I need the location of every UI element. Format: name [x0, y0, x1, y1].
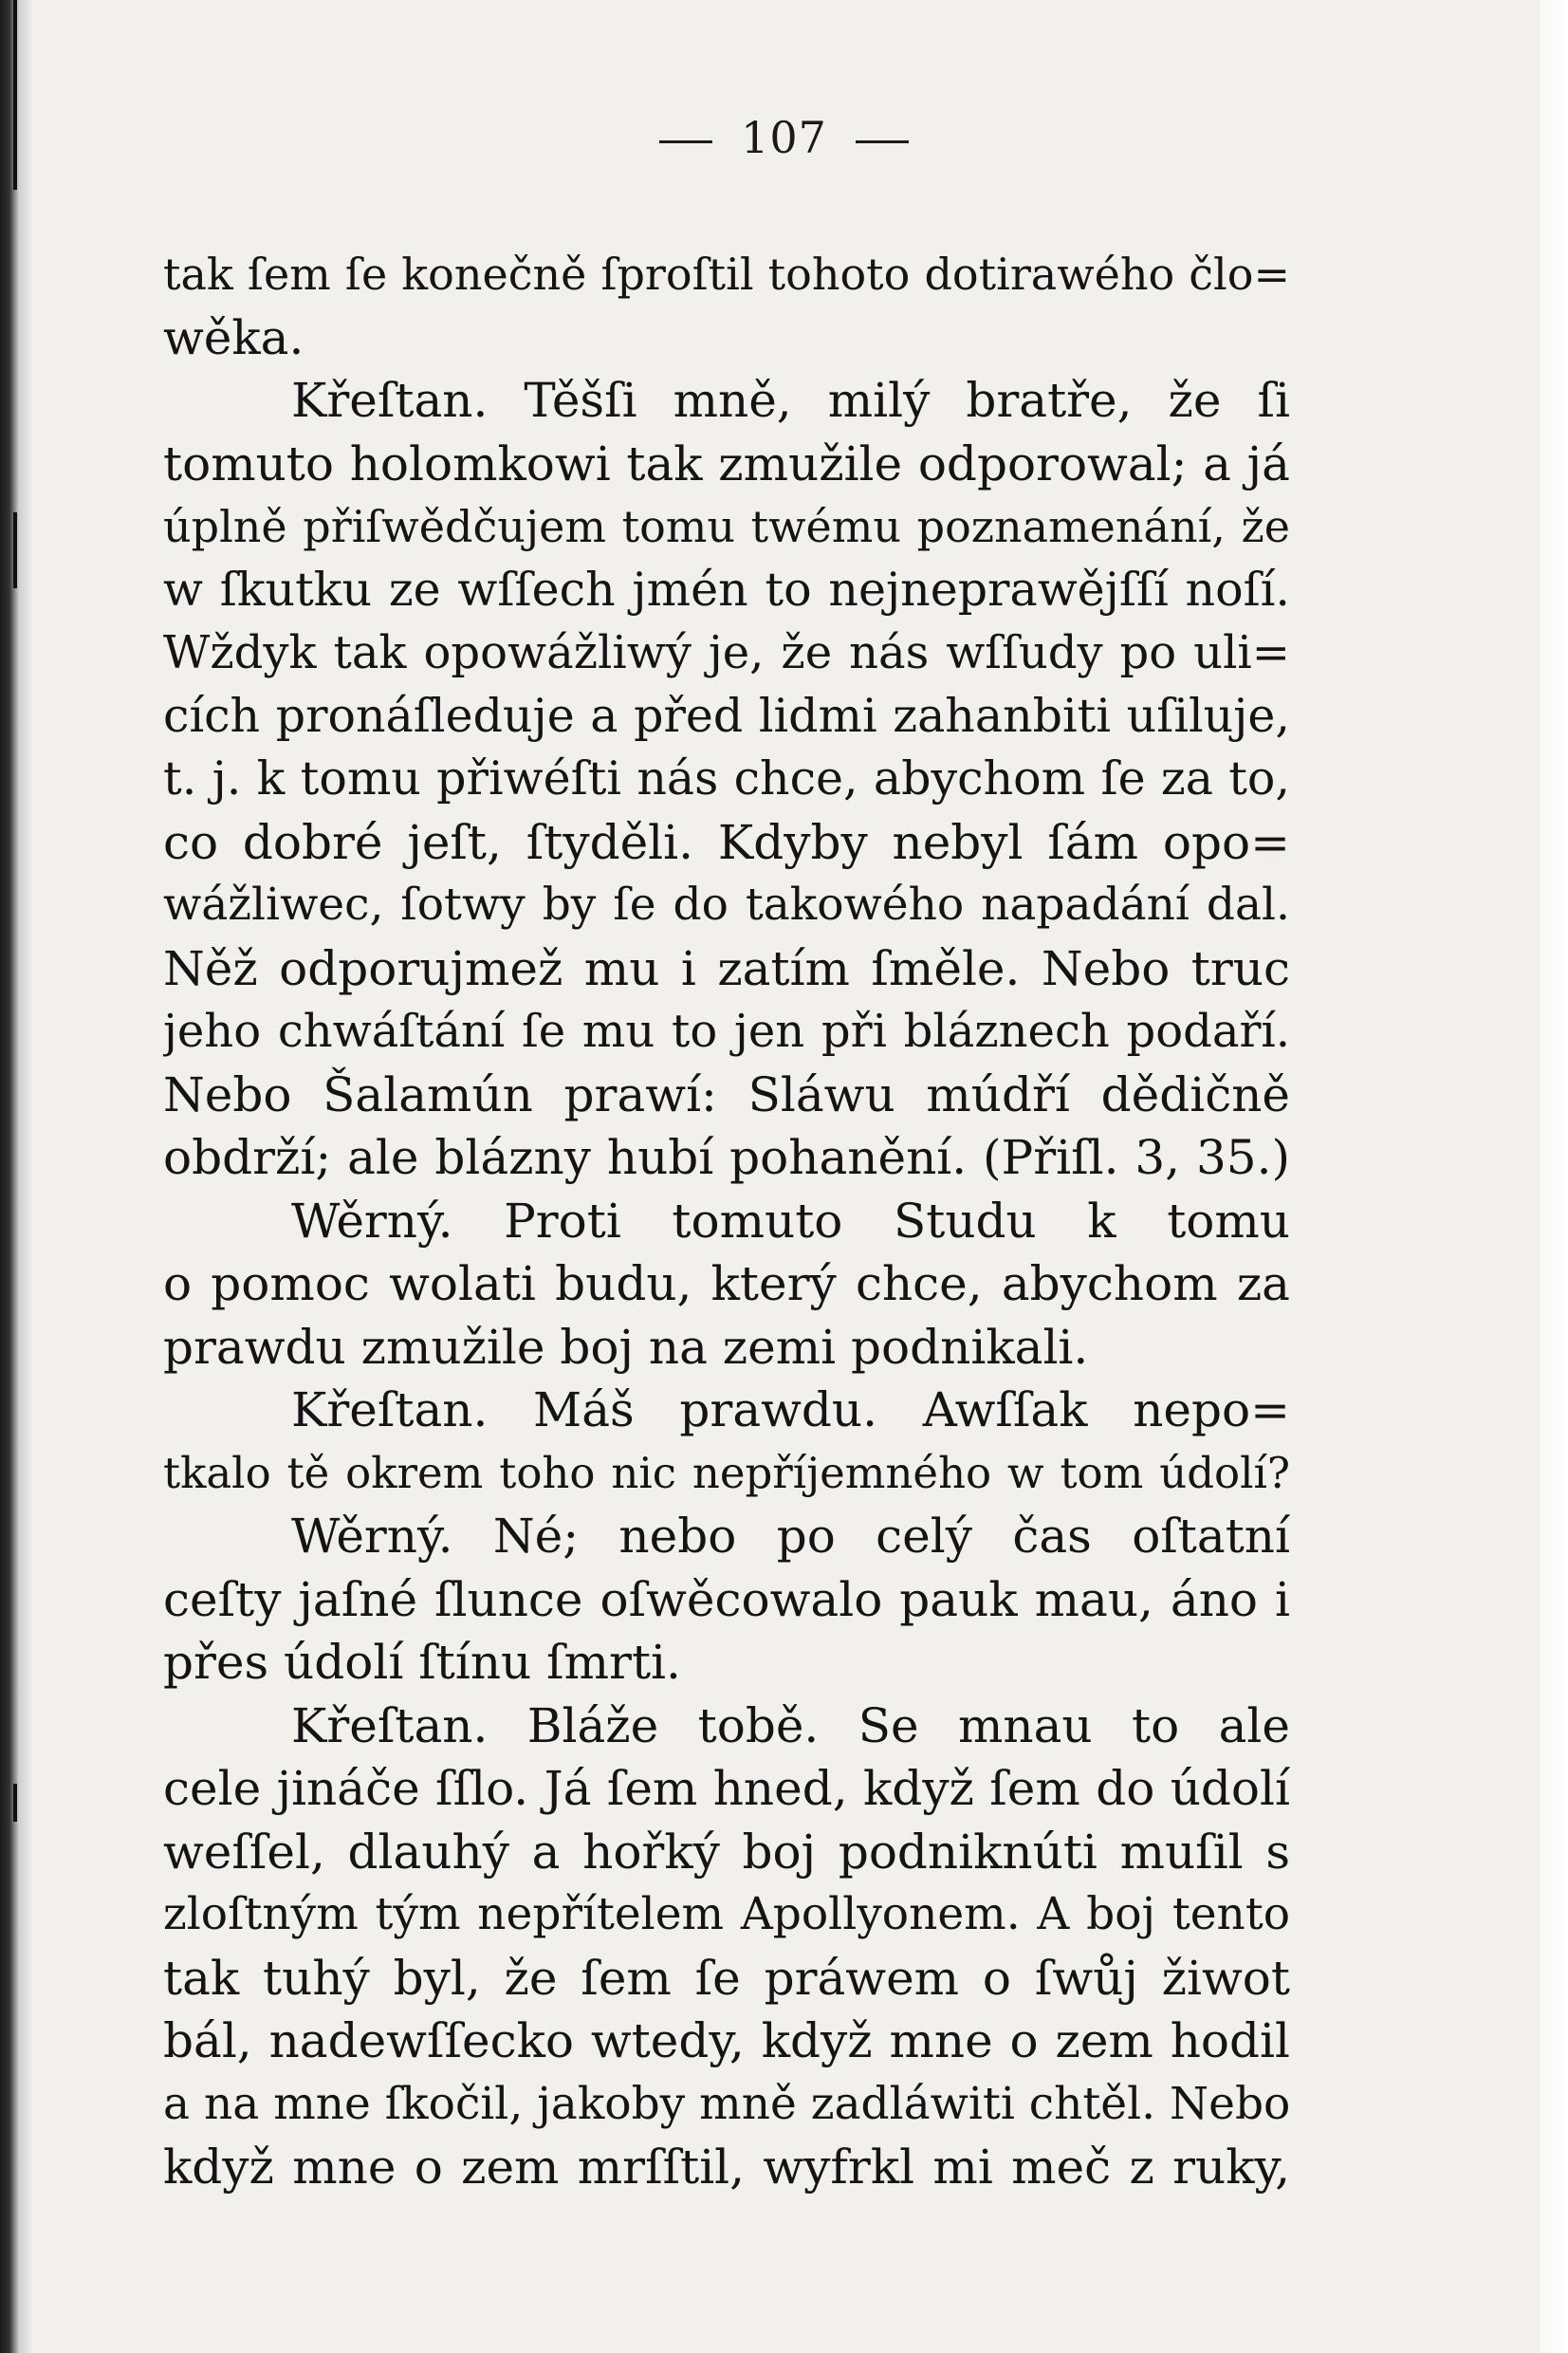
- text-line: cích pronáſleduje a před lidmi zahanbiti uſiluje,: [163, 688, 1290, 743]
- text-line: přes údolí ſtínu ſmrti.: [163, 1635, 681, 1690]
- text-line: w ſkutku ze wſſech jmén to nejneprawějſſí noſí.: [163, 562, 1290, 617]
- page-edge: [1540, 0, 1568, 2353]
- text-line: tkalo tě okrem toho nic nepříjemného w tom údolí?: [163, 1447, 1290, 1498]
- text-line: co dobré jeſt, ſtyděli. Kdyby nebyl ſám opo=: [163, 814, 1290, 870]
- page-header: [0, 112, 1568, 163]
- binding-mark: [13, 1784, 17, 1822]
- text-line: t. j. k tomu přiwéſti nás chce, abychom ſe za to,: [163, 751, 1290, 806]
- text-line: Křeſtan. Bláže tobě. Se mnau to ale: [291, 1697, 1290, 1753]
- page-number: 107: [741, 112, 827, 163]
- body-text: [163, 243, 1290, 2199]
- header-dash-right: [856, 140, 909, 143]
- text-line: Wěrný. Proti tomuto Studu k tomu: [291, 1193, 1290, 1249]
- text-line: o pomoc wolati budu, který chce, abychom za: [163, 1256, 1290, 1311]
- text-line: prawdu zmužile boj na zemi podnikali.: [163, 1319, 1089, 1375]
- text-line: tak ſem ſe konečně ſproſtil tohoto dotirawého člo=: [163, 249, 1290, 300]
- text-line: a na mne ſkočil, jakoby mně zadláwiti chtěl. Nebo: [163, 2077, 1290, 2130]
- text-line: jeho chwáſtání ſe mu to jen při bláznech podaří.: [163, 1005, 1290, 1058]
- header-dash-left: [659, 140, 712, 143]
- text-line: Wěrný. Né; nebo po celý čas oſtatní: [291, 1509, 1290, 1564]
- text-line: Nebo Šalamún prawí: Sláwu múdří dědičně: [163, 1066, 1290, 1122]
- text-line: obdrží; ale blázny hubí pohanění. (Přiſl. 3, 35.): [163, 1130, 1290, 1185]
- text-line: wěka.: [163, 309, 304, 365]
- text-line: Křeſtan. Těšſi mně, milý bratře, že ſi: [291, 373, 1290, 428]
- binding-mark: [13, 512, 17, 588]
- text-line: Wždyk tak opowážliwý je, že nás wſſudy po uli=: [163, 626, 1290, 679]
- text-line: wážliwec, ſotwy by ſe do takowého napadání dal.: [163, 879, 1290, 931]
- text-line: Křeſtan. Máš prawdu. Awſſak nepo=: [291, 1382, 1290, 1437]
- text-line: Něž odporujmež mu i zatím ſměle. Nebo truc: [163, 940, 1290, 996]
- text-line: úplně přiſwědčujem tomu twému poznamenání, že: [163, 501, 1290, 552]
- binding-shadow: [0, 0, 32, 2353]
- text-line: tomuto holomkowi tak zmužile odporowal; a já: [163, 435, 1290, 491]
- text-line: cele jináče ſſlo. Já ſem hned, když ſem do údolí: [163, 1761, 1290, 1816]
- text-line: weſſel, dlauhý a hořký boj podniknúti muſil s: [163, 1824, 1290, 1880]
- text-line: tak tuhý byl, že ſem ſe práwem o ſwůj žiwot: [163, 1950, 1290, 2006]
- text-line: ceſty jaſné ſlunce oſwěcowalo pauk mau, áno i: [163, 1571, 1290, 1627]
- text-line: když mne o zem mrſſtil, wyfrkl mi meč z ruky,: [163, 2140, 1290, 2195]
- text-line: bál, nadewſſecko wtedy, když mne o zem hodil: [163, 2013, 1290, 2068]
- text-line: zloſtným tým nepřítelem Apollyonem. A boj tento: [163, 1888, 1290, 1940]
